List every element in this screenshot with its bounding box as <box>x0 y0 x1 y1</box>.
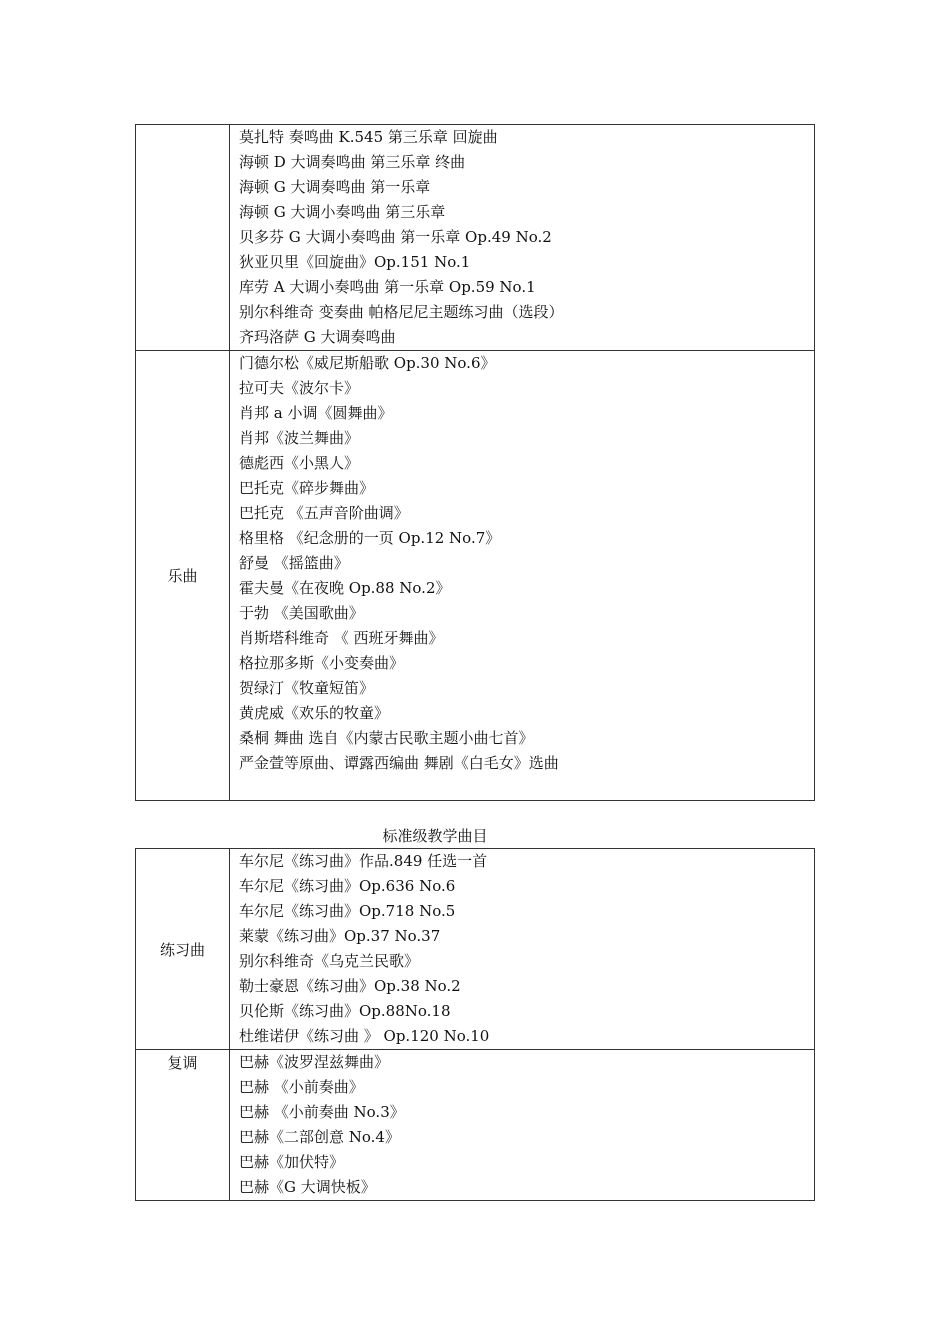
list-item: 巴赫《波罗涅兹舞曲》 <box>239 1053 390 1071</box>
pieces-cell <box>230 849 815 1050</box>
repertoire-table-1 <box>135 124 815 801</box>
empty-line <box>239 776 814 800</box>
list-item: 门德尔松《威尼斯船歌 Op.30 No.6》 <box>239 354 496 372</box>
list-item: 海顿 D 大调奏鸣曲 第三乐章 终曲 <box>239 153 466 171</box>
list-item: 莱蒙《练习曲》Op.37 No.37 <box>239 927 441 945</box>
list-item: 贝多芬 G 大调小奏鸣曲 第一乐章 Op.49 No.2 <box>239 228 552 246</box>
section-title: 标准级教学曲目 <box>382 827 488 845</box>
list-item: 格里格 《纪念册的一页 Op.12 No.7》 <box>239 529 501 547</box>
list-item: 黄虎威《欢乐的牧童》 <box>239 704 390 722</box>
list-item: 勒士豪恩《练习曲》Op.38 No.2 <box>239 977 461 995</box>
table-row <box>136 1050 815 1201</box>
list-item: 别尔科维奇《乌克兰民歌》 <box>239 952 420 970</box>
list-item: 车尔尼《练习曲》作品.849 任选一首 <box>239 852 488 870</box>
table-row <box>136 351 815 801</box>
pieces-cell <box>230 125 815 351</box>
list-item: 杜维诺伊《练习曲 》 Op.120 No.10 <box>239 1027 490 1045</box>
list-item: 莫扎特 奏鸣曲 K.545 第三乐章 回旋曲 <box>239 128 498 146</box>
list-item: 拉可夫《波尔卡》 <box>239 379 360 397</box>
repertoire-table-2 <box>135 848 815 1201</box>
list-item: 海顿 G 大调奏鸣曲 第一乐章 <box>239 178 431 196</box>
table-row <box>136 849 815 1050</box>
list-item: 库劳 A 大调小奏鸣曲 第一乐章 Op.59 No.1 <box>239 278 536 296</box>
list-item: 齐玛洛萨 G 大调奏鸣曲 <box>239 328 396 346</box>
list-item: 肖斯塔科维奇 《 西班牙舞曲》 <box>239 629 444 647</box>
category-cell: 复调 <box>136 1050 230 1201</box>
list-item: 德彪西《小黑人》 <box>239 454 360 472</box>
list-item: 别尔科维奇 变奏曲 帕格尼尼主题练习曲（选段） <box>239 303 564 321</box>
list-item: 巴赫 《小前奏曲》 <box>239 1078 364 1096</box>
list-item: 于勃 《美国歌曲》 <box>239 604 364 622</box>
category-cell: 乐曲 <box>136 351 230 801</box>
list-item: 巴赫 《小前奏曲 No.3》 <box>239 1103 405 1121</box>
list-item: 狄亚贝里《回旋曲》Op.151 No.1 <box>239 253 471 271</box>
list-item: 巴赫《加伏特》 <box>239 1153 345 1171</box>
category-cell: 练习曲 <box>136 849 230 1050</box>
list-item: 海顿 G 大调小奏鸣曲 第三乐章 <box>239 203 446 221</box>
list-item: 巴托克《碎步舞曲》 <box>239 479 375 497</box>
list-item: 格拉那多斯《小变奏曲》 <box>239 654 405 672</box>
list-item: 舒曼 《摇篮曲》 <box>239 554 349 572</box>
list-item: 霍夫曼《在夜晚 Op.88 No.2》 <box>239 579 451 597</box>
list-item: 桑桐 舞曲 选自《内蒙古民歌主题小曲七首》 <box>239 729 534 747</box>
list-item: 巴赫《G 大调快板》 <box>239 1178 376 1196</box>
category-cell <box>136 125 230 351</box>
list-item: 巴赫《二部创意 No.4》 <box>239 1128 400 1146</box>
list-item: 肖邦 a 小调《圆舞曲》 <box>239 404 393 422</box>
pieces-cell <box>230 351 815 801</box>
list-item: 肖邦《波兰舞曲》 <box>239 429 360 447</box>
list-item: 贝伦斯《练习曲》Op.88No.18 <box>239 1002 451 1020</box>
list-item: 车尔尼《练习曲》Op.636 No.6 <box>239 877 456 895</box>
list-item: 车尔尼《练习曲》Op.718 No.5 <box>239 902 456 920</box>
pieces-cell <box>230 1050 815 1201</box>
list-item: 贺绿汀《牧童短笛》 <box>239 679 375 697</box>
list-item: 巴托克 《五声音阶曲调》 <box>239 504 409 522</box>
list-item: 严金萱等原曲、谭露西编曲 舞剧《白毛女》选曲 <box>239 754 559 772</box>
table-row <box>136 125 815 351</box>
